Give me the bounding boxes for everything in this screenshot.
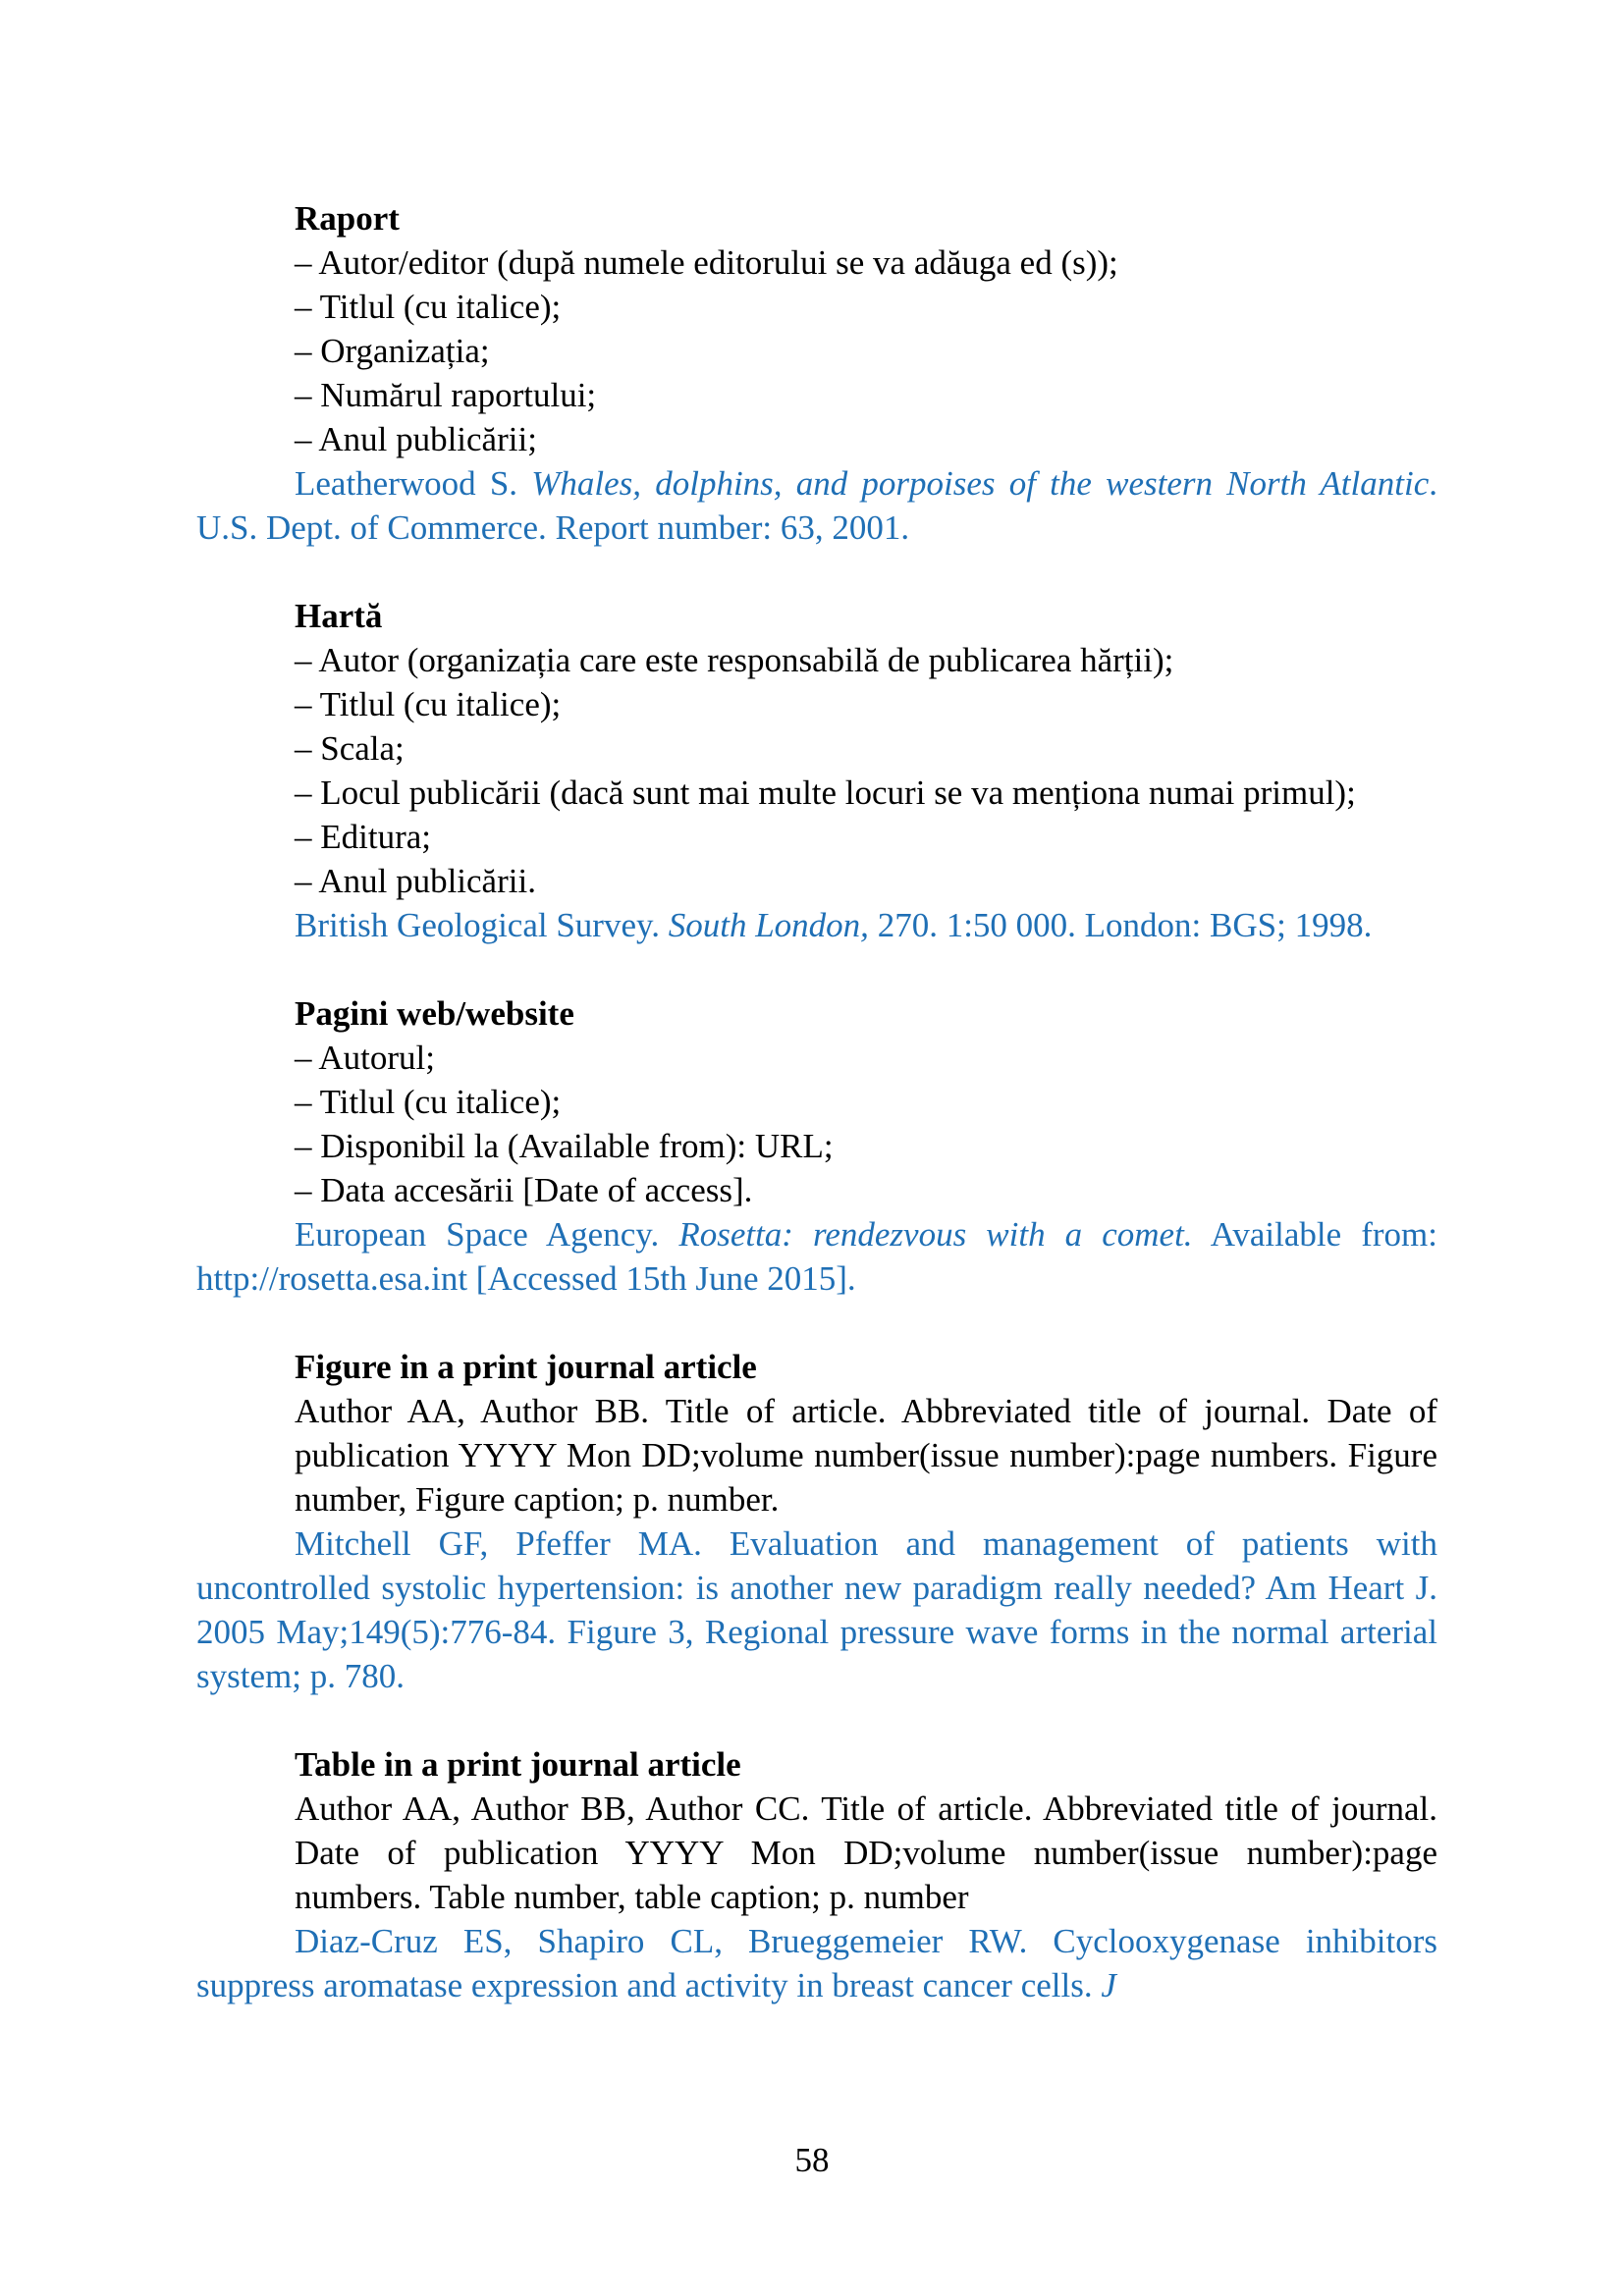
example-italic-title: Rosetta: rendezvous with a comet. <box>678 1215 1193 1254</box>
section-figure-journal <box>196 1345 1437 1698</box>
list-item: – Autor/editor (după numele editorului se va adăuga ed (s)); <box>295 243 1118 282</box>
example-text: Leatherwood S. <box>295 464 532 503</box>
example-italic-title: J <box>1101 1966 1116 2004</box>
list-item: – Data accesării [Date of access]. <box>295 1171 753 1209</box>
example-citation <box>196 1212 1437 1301</box>
example-citation <box>196 1522 1437 1698</box>
section-heading: Hartă <box>295 597 383 635</box>
list-item: – Editura; <box>295 818 431 856</box>
section-table-journal <box>196 1742 1437 2007</box>
section-pagini-web <box>196 991 1437 1301</box>
list-item: – Titlul (cu italice); <box>295 1083 562 1121</box>
example-italic-title: South London, <box>668 906 869 944</box>
list-item: – Anul publicării; <box>295 420 537 458</box>
list-item: – Autor (organizația care este responsabilă de publicarea hărții); <box>295 641 1174 679</box>
section-heading: Pagini web/website <box>295 994 574 1033</box>
example-text: . U.S. Dept. of Commerce. Report number: 63, 2001. <box>196 464 1437 547</box>
list-item: – Autorul; <box>295 1039 435 1077</box>
example-text: European Space Agency. <box>295 1215 679 1254</box>
example-text: Diaz-Cruz ES, Shapiro CL, Brueggemeier RW. Cyclooxygenase inhibitors suppress aromatase expression and activity in breast cancer cells. <box>196 1922 1437 2004</box>
section-heading: Figure in a print journal article <box>295 1348 757 1386</box>
page-content <box>196 196 1437 2007</box>
list-item: – Titlul (cu italice); <box>295 685 562 723</box>
list-item: – Numărul raportului; <box>295 376 597 414</box>
list-item: – Locul publicării (dacă sunt mai multe locuri se va menționa numai primul); <box>295 774 1356 812</box>
list-item: – Titlul (cu italice); <box>295 288 562 326</box>
example-italic-title: Whales, dolphins, and porpoises of the western North Atlantic <box>531 464 1430 503</box>
section-heading: Table in a print journal article <box>295 1745 741 1784</box>
list-item: – Anul publicării. <box>295 862 536 900</box>
page-number: 58 <box>794 2141 830 2179</box>
example-citation <box>196 461 1437 550</box>
example-text: British Geological Survey. <box>295 906 669 944</box>
list-item: – Scala; <box>295 729 405 768</box>
example-text: Available from: http://rosetta.esa.int [Accessed 15th June 2015]. <box>196 1215 1437 1298</box>
section-raport <box>196 196 1437 550</box>
list-item: – Organizația; <box>295 332 490 370</box>
example-text: Mitchell GF, Pfeffer MA. Evaluation and management of patients with uncontrolled systolic hypertension: is another new paradigm really needed? Am Heart J. 2005 May;149(5):776-84. Figure 3, Regional pressure wave forms in the normal arterial system; p. 780. <box>196 1524 1437 1695</box>
format-description: Author AA, Author BB, Author CC. Title of article. Abbreviated title of journal. Date of publication YYYY Mon DD;volume number(issue number):page numbers. Table number, table caption; p. number <box>295 1789 1437 1916</box>
format-description: Author AA, Author BB. Title of article. Abbreviated title of journal. Date of publication YYYY Mon DD;volume number(issue number):page numbers. Figure number, Figure caption; p. number. <box>295 1392 1437 1519</box>
list-item: – Disponibil la (Available from): URL; <box>295 1127 834 1165</box>
section-harta <box>196 594 1437 947</box>
section-heading: Raport <box>295 199 400 238</box>
example-citation <box>196 1919 1437 2007</box>
example-citation <box>196 903 1437 947</box>
example-text: 270. 1:50 000. London: BGS; 1998. <box>868 906 1373 944</box>
